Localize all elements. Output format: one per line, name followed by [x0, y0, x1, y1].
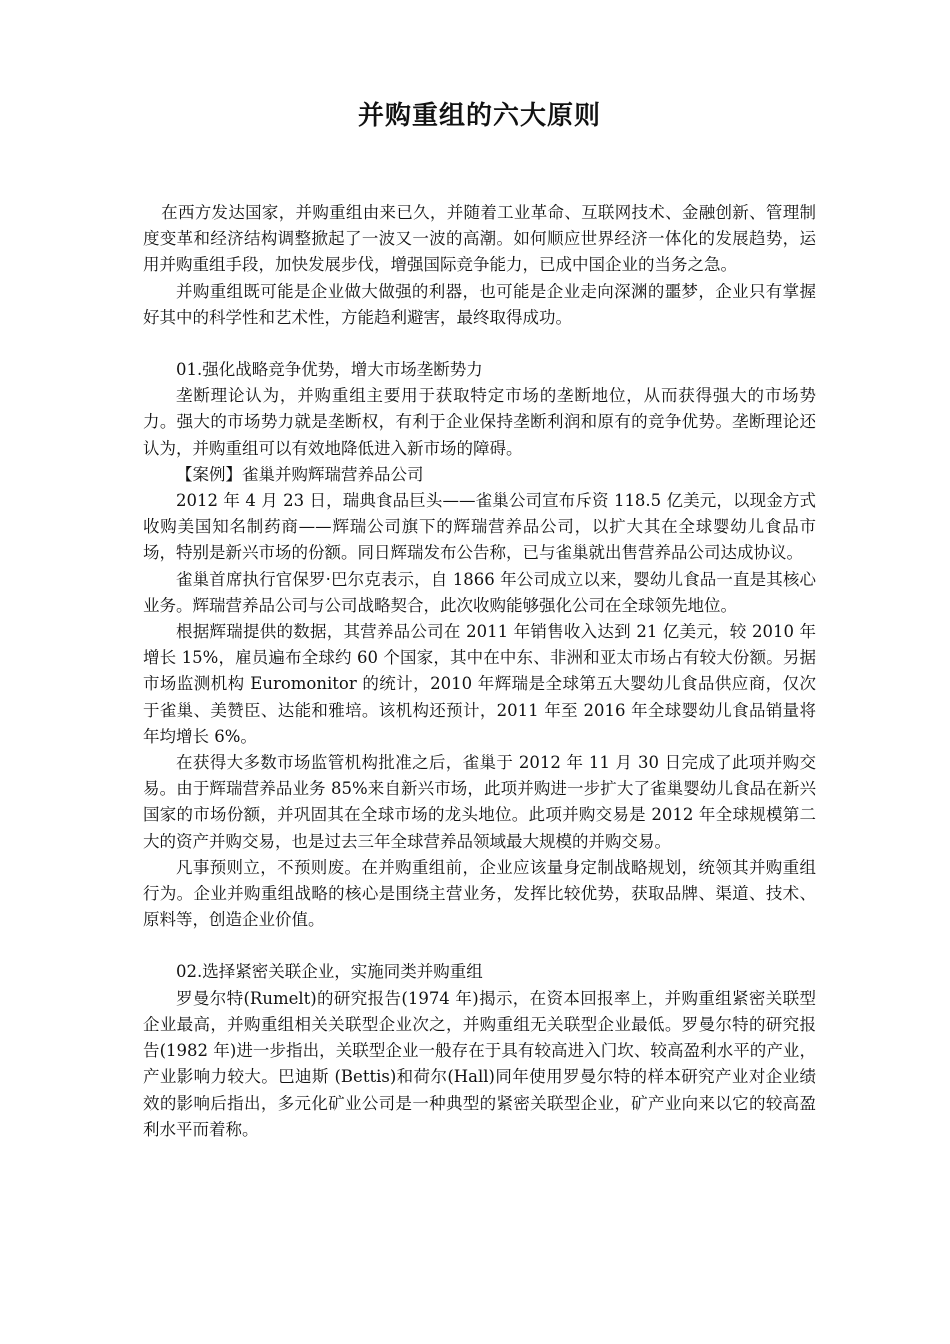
section-heading-01: 01.强化战略竞争优势，增大市场垄断势力 [176, 360, 483, 380]
section-heading-02: 02.选择紧密关联企业，实施同类并购重组 [176, 962, 483, 982]
document-title: 并购重组的六大原则 [357, 101, 601, 131]
body-paragraph: 垄断理论认为，并购重组主要用于获取特定市场的垄断地位，从而获得强大的市场势力。强大的市场势力就是垄断权，有利于企业保持垄断利润和原有的竞争优势。垄断理论还认为，并购重组可以有效地降低进入新市场的障碍。 [143, 386, 816, 458]
body-paragraph: 2012 年 4 月 23 日，瑞典食品巨头——雀巢公司宣布斥资 118.5 亿美元，以现金方式收购美国知名制药商——辉瑞公司旗下的辉瑞营养品公司，以扩大其在全球婴幼儿食品市场，特别是新兴市场的份额。同日辉瑞发布公告称，已与雀巢就出售营养品公司达成协议。 [143, 491, 816, 563]
document-body [143, 200, 816, 1143]
case-heading: 【案例】雀巢并购辉瑞营养品公司 [176, 464, 424, 484]
section-gap [143, 331, 816, 357]
body-paragraph: 雀巢首席执行官保罗·巴尔克表示，自 1866 年公司成立以来，婴幼儿食品一直是其核心业务。辉瑞营养品公司与公司战略契合，此次收购能够强化公司在全球领先地位。 [143, 569, 816, 615]
body-paragraph: 根据辉瑞提供的数据，其营养品公司在 2011 年销售收入达到 21 亿美元，较 2010 年增长 15%，雇员遍布全球约 60 个国家，其中在中东、非洲和亚太市场占有较大份额。另据市场监测机构 Euromonitor 的统计，2010 年辉瑞是全球第五大婴幼儿食品供应商，仅次于雀巢、美赞臣、达能和雅培。该机构还预计，2011 年至 2016 年全球婴幼儿食品销量将年均增长 6%。 [143, 622, 816, 746]
body-paragraph: 罗曼尔特(Rumelt)的研究报告(1974 年)揭示，在资本回报率上，并购重组紧密关联型企业最高，并购重组相关关联型企业次之，并购重组无关联型企业最低。罗曼尔特的研究报告(1982 年)进一步指出，关联型企业一般存在于具有较高进入门坎、较高盈利水平的产业，产业影响力较大。巴迪斯 (Bettis)和荷尔(Hall)同年使用罗曼尔特的样本研究产业对企业绩效的影响后指出，多元化矿业公司是一种典型的紧密关联型企业，矿产业向来以它的较高盈利水平而着称。 [143, 988, 816, 1139]
body-paragraph: 凡事预则立，不预则废。在并购重组前，企业应该量身定制战略规划，统领其并购重组行为。企业并购重组战略的核心是围绕主营业务，发挥比较优势，获取品牌、渠道、技术、原料等，创造企业价值。 [143, 857, 816, 930]
intro-paragraph-1: 在西方发达国家，并购重组由来已久，并随着工业革命、互联网技术、金融创新、管理制度变革和经济结构调整掀起了一波又一波的高潮。如何顺应世界经济一体化的发展趋势，运用并购重组手段，加快发展步伐，增强国际竞争能力，已成中国企业的当务之急。 [143, 203, 816, 275]
intro-paragraph-2: 并购重组既可能是企业做大做强的利器，也可能是企业走向深渊的噩梦，企业只有掌握好其中的科学性和艺术性，方能趋利避害，最终取得成功。 [143, 281, 816, 327]
section-gap [143, 933, 816, 959]
body-paragraph: 在获得大多数市场监管机构批准之后，雀巢于 2012 年 11 月 30 日完成了此项并购交易。由于辉瑞营养品业务 85%来自新兴市场，此项并购进一步扩大了雀巢婴幼儿食品在新兴国家的市场份额，并巩固其在全球市场的龙头地位。此项并购交易是 2012 年全球规模第二大的资产并购交易，也是过去三年全球营养品领域最大规模的并购交易。 [143, 753, 816, 851]
